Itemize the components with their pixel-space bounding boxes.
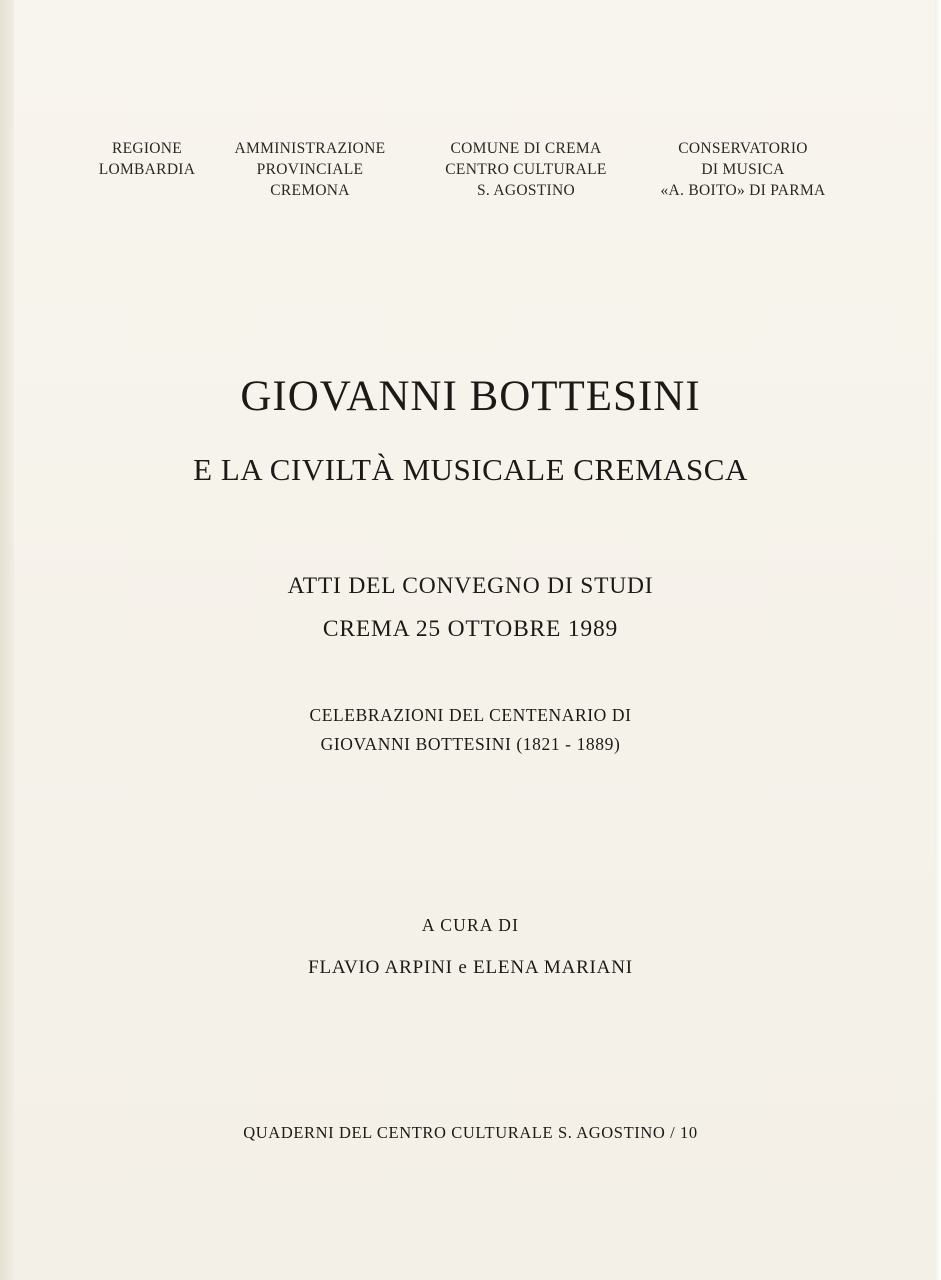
institution-conservatorio [655,138,831,201]
institution-line: AMMINISTRAZIONE [234,140,386,157]
editors-names: FLAVIO ARPINI e ELENA MARIANI [308,957,633,978]
book-subtitle: E LA CIVILTÀ MUSICALE CREMASCA [193,452,748,487]
institution-amministrazione-provinciale [222,138,398,201]
series-line: QUADERNI DEL CENTRO CULTURALE S. AGOSTINO / 10 [243,1123,698,1142]
celebration-line-1: CELEBRAZIONI DEL CENTENARIO DI [309,705,632,725]
institution-line: CONSERVATORIO [678,140,808,157]
editors-label: A CURA DI [421,915,520,935]
institution-line: S. AGOSTINO [476,182,576,199]
proceedings-line-1: ATTI DEL CONVEGNO DI STUDI [287,573,654,599]
book-title: GIOVANNI BOTTESINI [240,373,701,420]
institution-line: COMUNE DI CREMA [450,140,602,157]
institution-line: CENTRO CULTURALE [445,161,607,178]
institution-line: PROVINCIALE [256,161,364,178]
institution-line: «A. BOITO» DI PARMA [660,182,826,199]
celebration-line-2: GIOVANNI BOTTESINI (1821 - 1889) [320,734,621,754]
institution-line: CREMONA [270,182,350,199]
institution-line: DI MUSICA [701,161,785,178]
institution-line: REGIONE [111,140,183,157]
institution-regione-lombardia [84,138,210,180]
institutions-header [0,138,941,208]
institution-comune-di-crema [430,138,622,201]
proceedings-line-2: CREMA 25 OTTOBRE 1989 [322,616,619,642]
institution-line: LOMBARDIA [98,161,196,178]
